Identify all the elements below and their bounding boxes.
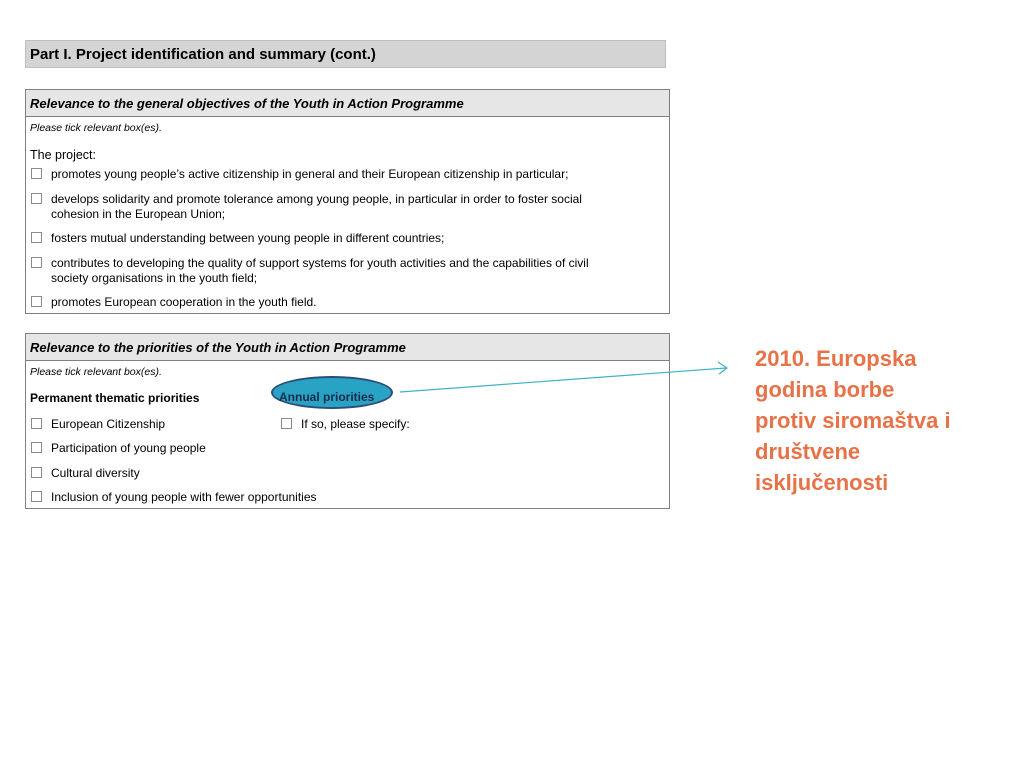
part-header: Part I. Project identification and summary (cont.): [25, 40, 666, 68]
objective-item-2: develops solidarity and promote tolerance among young people, in particular in order to foster social cohesion in the European Union;: [51, 192, 582, 221]
priorities-title: Relevance to the priorities of the Youth in Action Programme: [26, 334, 669, 361]
priority-item-participation: Participation of young people: [51, 441, 206, 455]
priority-item-citizenship: European Citizenship: [51, 417, 166, 431]
priorities-note: Please tick relevant box(es).: [30, 366, 162, 378]
priority-item-diversity: Cultural diversity: [51, 466, 140, 480]
objectives-intro: The project:: [30, 148, 97, 162]
priority-item-inclusion: Inclusion of young people with fewer opportunities: [51, 490, 317, 504]
callout-line-3: protiv siromaštva i: [755, 408, 951, 433]
callout-line-4: društvene: [755, 439, 861, 464]
callout-arrow-line: [400, 368, 726, 392]
callout-line-5: isključenosti: [755, 470, 889, 495]
objectives-title: Relevance to the general objectives of the Youth in Action Programme: [26, 90, 669, 117]
callout-line-1: 2010. Europska: [755, 346, 917, 371]
callout-text: [755, 343, 1005, 498]
permanent-priorities-heading: Permanent thematic priorities: [30, 391, 200, 405]
objective-item-4: contributes to developing the quality of support systems for youth activities and the capabilities of civil society organisations in the youth field;: [51, 256, 589, 285]
objective-item-3: fosters mutual understanding between young people in different countries;: [51, 231, 445, 245]
annual-priority-item: If so, please specify:: [301, 417, 410, 431]
objectives-note: Please tick relevant box(es).: [30, 122, 162, 134]
objective-item-5: promotes European cooperation in the youth field.: [51, 295, 317, 309]
callout-line-2: godina borbe: [755, 377, 895, 402]
objective-item-1: promotes young people’s active citizenship in general and their European citizenship in particular;: [51, 167, 569, 181]
annual-priorities-heading: Annual priorities: [279, 390, 375, 404]
